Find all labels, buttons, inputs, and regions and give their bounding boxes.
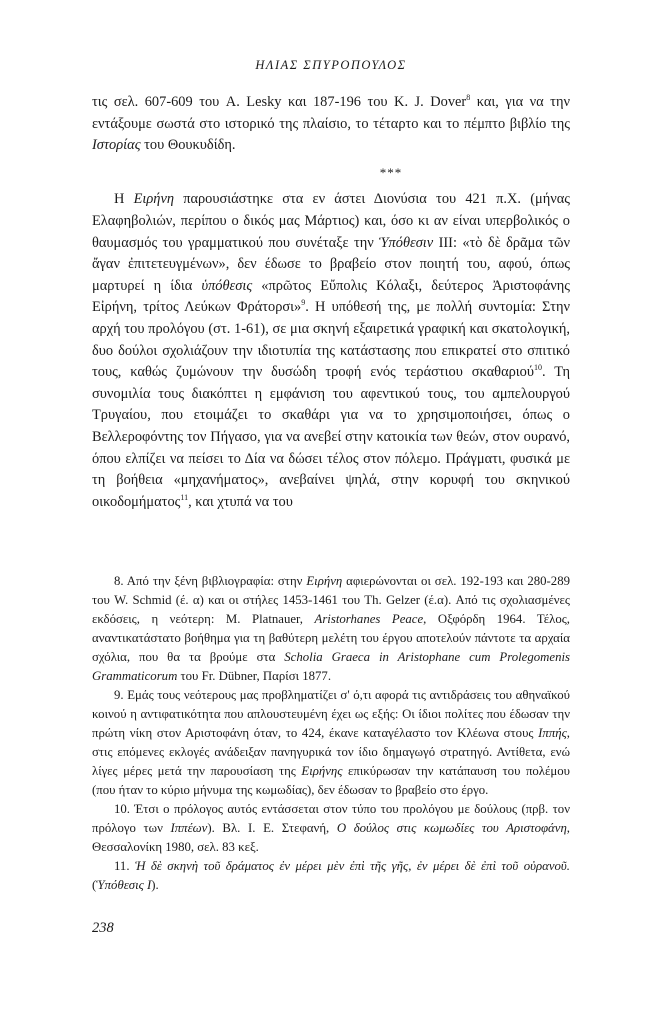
footnote-ref-8[interactable]: 8 <box>466 93 471 103</box>
italic-run: Ο δούλος στις κωμωδίες του Αριστοφάνη <box>336 821 567 835</box>
text-run: 8. Από την ξένη βιβλιογραφία: στην <box>114 574 307 588</box>
italic-run: ὑπόθεσις <box>201 277 253 294</box>
text-run: . Τη συνομιλία τους διακόπτει η εμφάνιση του αφεντικού τους, του αμπελουργού Τρυγαίου, που ετοιμάζει το σκαθάρι για να το χρησιμοποιήσει, όπως ο Βελλεροφόντης τον Πήγασο, για να ανεβεί στην κατοικία των θεών, στον ουρανό, όπου ελπίζει να πείσει το Δία να δώσει τέλος στον πόλεμο. Πράγματι, φυσικά με τη βοήθεια «μηχανήματος», ανεβαίνει ψηλά, στην κορυφή του σκηνικού οικοδομήματος <box>92 364 571 510</box>
footnote-ref-10[interactable]: 10 <box>534 363 542 373</box>
italic-run: Ιππής <box>538 726 567 740</box>
italic-run: Ὑπόθεσιν <box>379 234 434 251</box>
text-run: , στις επόμενες εκλογές ανάδειξαν πανηγυρικά τον ίδιο δημαγωγό στρατηγό. Αντίθετα, ενώ λίγες μέρες μετά την παρουσίαση της <box>92 726 570 778</box>
text-run: ). Βλ. Ι. Ε. Στεφανή, <box>207 821 337 835</box>
footnote-ref-11[interactable]: 11 <box>180 492 189 502</box>
text-run: Η <box>114 191 134 208</box>
footnote-8 <box>92 572 570 686</box>
italic-run: Scholia Graeca in Aristophane cum Prolegomenis Grammaticorum <box>92 650 570 683</box>
text-run: παρουσιάστηκε στα εν άστει Διονύσια του 421 π.Χ. (μήνας Ελαφηβολιών, περίπου ο δικός μας Μάρτιος) και, όσο κι αν είναι υπερβολικός ο θαυμασμός του γραμματικού που συνέταξε την <box>92 191 570 251</box>
italic-run: Ἡ δὲ σκηνὴ τοῦ δράματος ἐν μέρει μὲν ἐπὶ τῆς γῆς, ἐν μέρει δὲ ἐπὶ τοῦ οὐρανοῦ. <box>134 859 570 873</box>
text-run: επικύρωσαν την κατάπαυση του πολέμου (που ήταν το κύριο μήνυμα της κωμωδίας), δεν έδωσαν το βραβείο στο έργο. <box>92 764 570 797</box>
paragraph-2 <box>92 189 570 513</box>
section-separator: *** <box>379 164 403 180</box>
footnote-11 <box>92 857 570 895</box>
text-run: και, για να την εντάξουμε σωστά στο ιστορικό της πλαίσιο, το τέταρτο και το πέμπτο βιβλίο της <box>92 94 570 132</box>
text-run: ( <box>92 878 97 892</box>
text-run: «πρῶτος Εὔπολις Κόλαξι, δεύτερος Ἀριστοφάνης Εἰρήνη, τρίτος Λεύκων Φράτορσι» <box>92 277 571 316</box>
text-run: , Οξφόρδη 1964. Τέλος, αναντικατάστατο βοήθημα για τη βαθύτερη μελέτη του έργου αποτελούν πάντοτε τα αρχαία σχόλια, που θα τα βρούμε στα <box>92 612 570 664</box>
text-run: αφιερώνονται οι σελ. 192-193 και 280-289 του W. Schmid (έ. α) και οι στήλες 1453-1461 του Th. Gelzer (έ.α). Από τις σχολιασμένες εκδόσεις, η νεότερη: M. Platnauer, <box>92 574 570 626</box>
text-run: , Θεσσαλονίκη 1980, σελ. 83 κεξ. <box>92 821 570 854</box>
footnotes <box>92 572 570 895</box>
text-run: ). <box>151 878 159 892</box>
text-run: III: «τὸ δὲ δρᾶμα τῶν ἄγαν ἐπιτετευγμένων», δεν έδωσε το βραβείο στον ποιητή του, αφού, όπως μαρτυρεί η ίδια <box>92 234 570 294</box>
italic-run: Ὑπόθεσις Ι <box>96 878 152 892</box>
text-run: 11. <box>114 859 135 873</box>
italic-run: Aristorhanes Peace <box>314 612 424 626</box>
footnote-9 <box>92 686 570 800</box>
main-text <box>92 92 570 513</box>
italic-run: Ειρήνη <box>133 191 174 208</box>
page-number: 238 <box>92 920 114 936</box>
italic-run: Ιππέων <box>170 821 208 835</box>
text-run: 9. Εμάς τους νεότερους μας προβληματίζει σ' ό,τι αφορά τις αντιδράσεις του αθηναϊκού κοινού η αντιφατικότητα που απλουστευμένη έχει ως εξής: Οι ίδιοι πολίτες που έδωσαν την πρώτη νίκη στον Αριστοφάνη όταν, το 424, έκανε καταγέλαστο τον Κλέωνα στους <box>92 688 570 740</box>
text-run: , και χτυπά να του <box>188 493 293 510</box>
text-run: του Θουκυδίδη. <box>140 137 236 154</box>
text-run: του Fr. Dübner, Παρίσι 1877. <box>177 669 332 683</box>
footnote-ref-9[interactable]: 9 <box>301 298 306 308</box>
italic-run: Ιστορίας <box>92 137 141 154</box>
italic-run: Ειρήνης <box>301 764 343 778</box>
footnote-10 <box>92 800 570 857</box>
text-run: . Η υπόθεσή της, με πολλή συντομία: Στην αρχή του προλόγου (στ. 1-61), σε μια σκηνή εξαιρετικά γραφική και σκατολογική, δυο δούλοι σχολιάζουν την ιδιοτυπία της κατάστασης που επικρατεί στο σπιτικό τους, καθώς ζυμώνουν την δυσώδη τροφή ενός τεράστιου σκαθαριού <box>92 299 570 381</box>
italic-run: Ειρήνη <box>306 574 343 588</box>
paragraph-1 <box>92 92 570 157</box>
running-head: ΗΛΙΑΣ ΣΠΥΡΟΠΟΥΛΟΣ <box>255 58 407 72</box>
text-run: 10. Έτσι ο πρόλογος αυτός εντάσσεται στον τύπο του προλόγου με δούλους (πρβ. τον πρόλογο των <box>92 802 570 835</box>
text-run: τις σελ. 607-609 του A. Lesky και 187-196 του K. J. Dover <box>92 94 467 110</box>
